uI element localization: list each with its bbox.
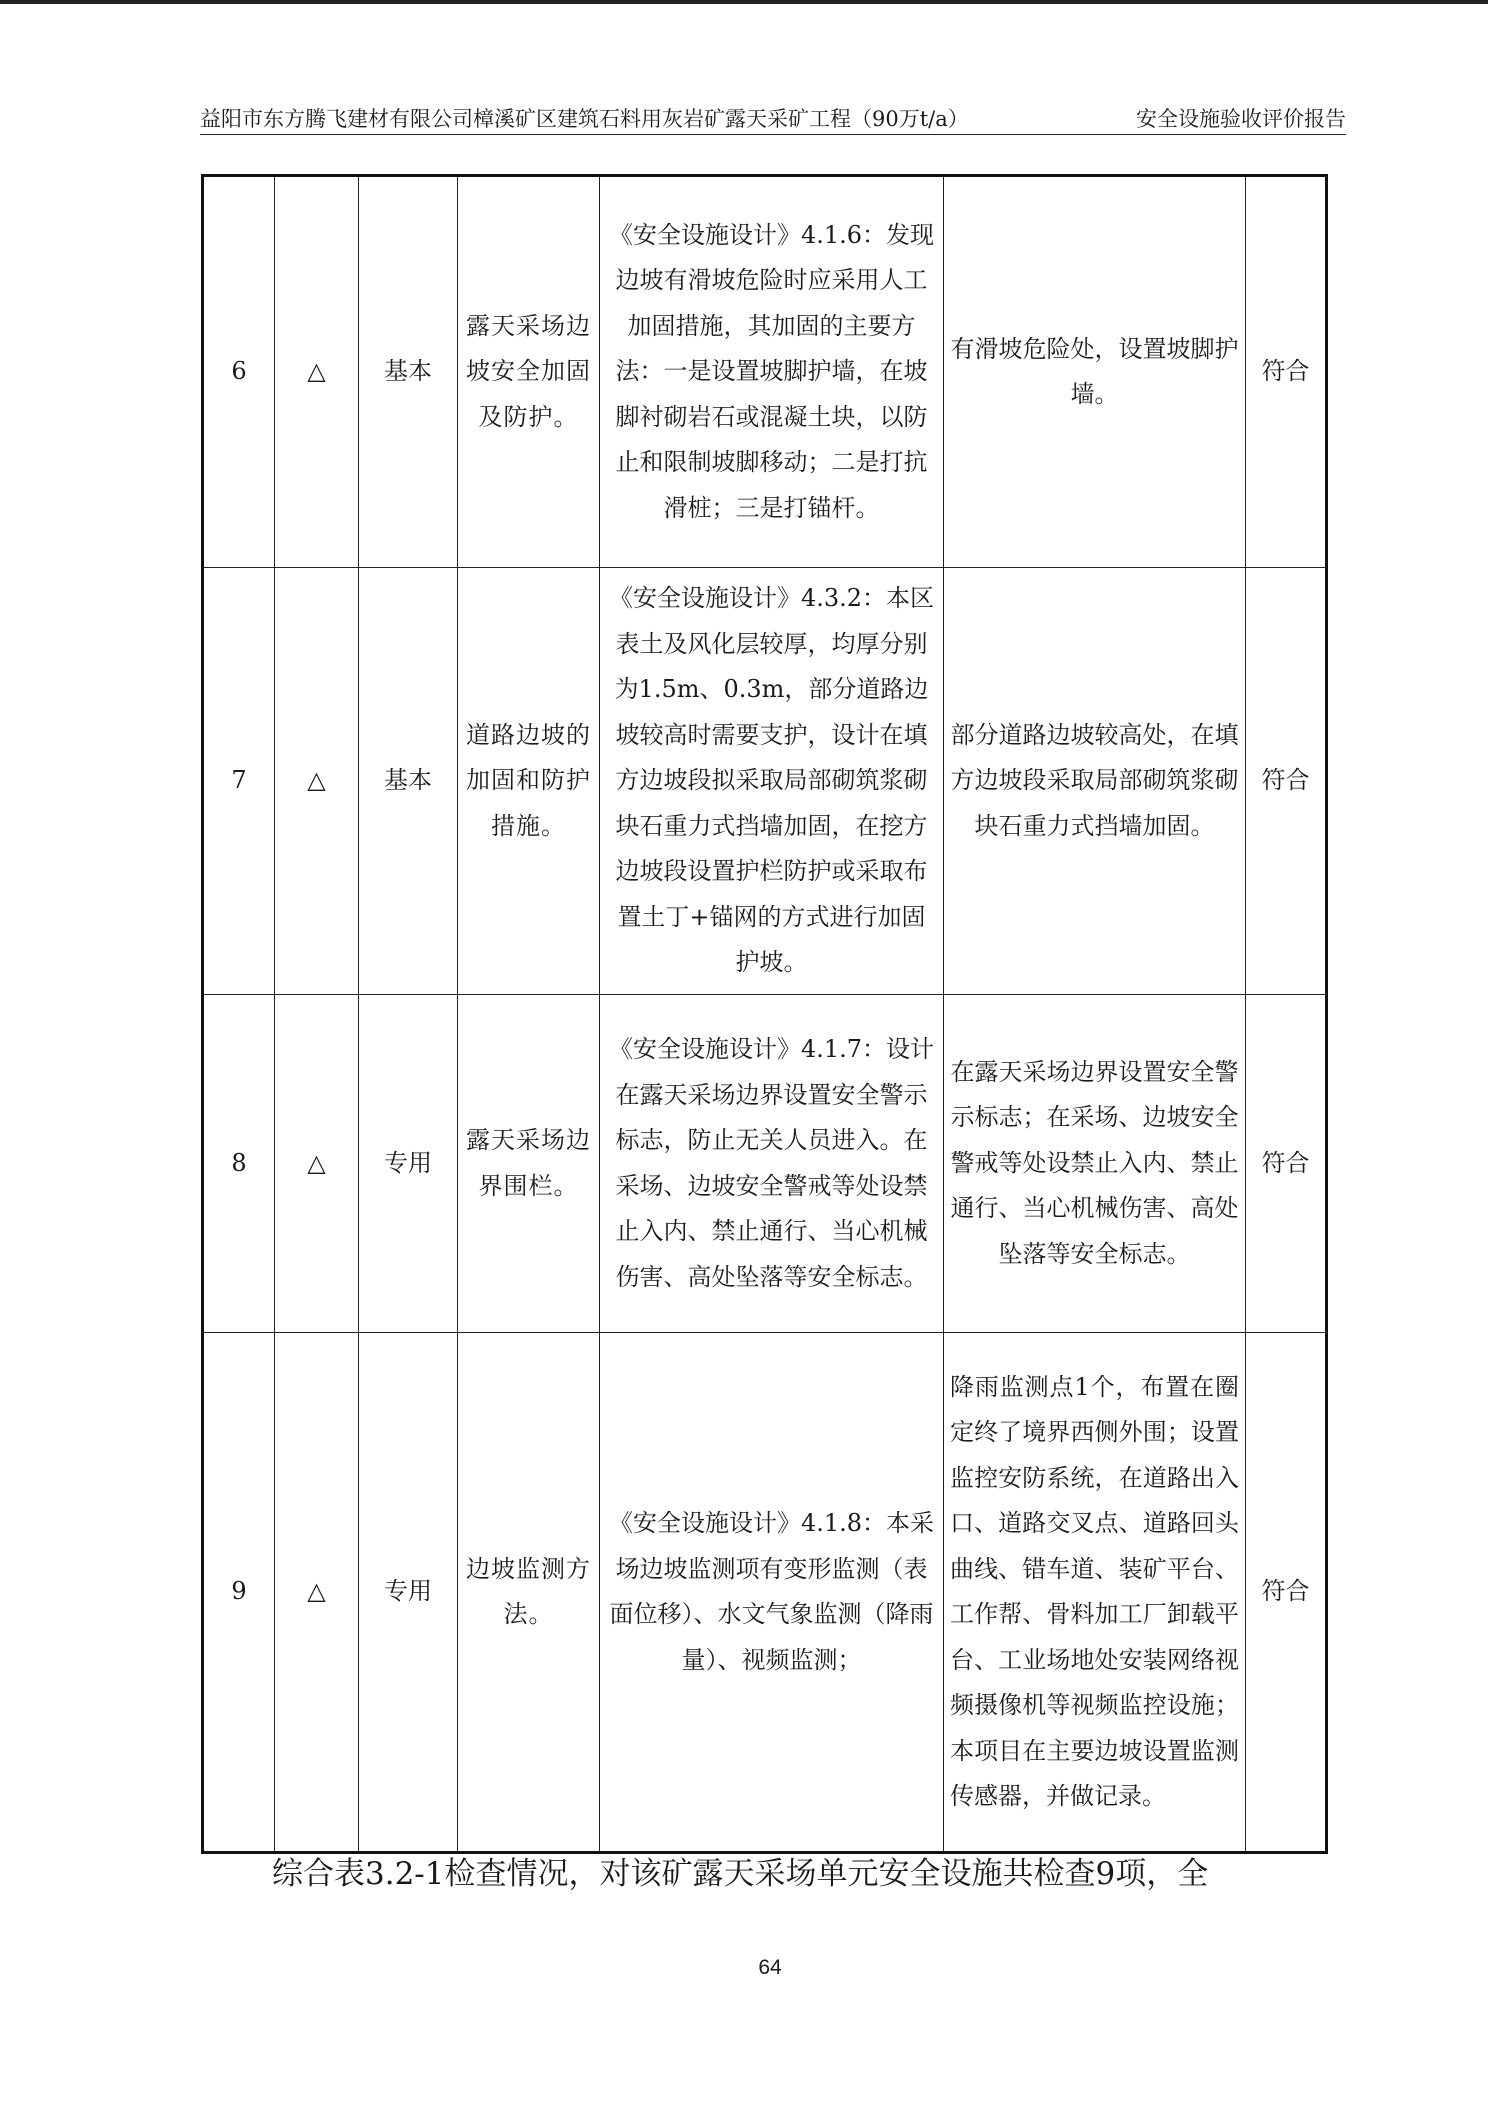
table-row [203,176,1327,568]
design-requirement: 《安全设施设计》4.1.7：设计在露天采场边界设置安全警示标志，防止无关人员进入。在采场、边坡安全警戒等处设禁止入内、禁止通行、当心机械伤害、高处坠落等安全标志。 [600,995,944,1333]
conformity-conclusion: 符合 [1246,568,1327,995]
row-number: 8 [203,995,275,1333]
facility-category: 露天采场边坡安全加固及防护。 [458,176,600,568]
conformity-conclusion: 符合 [1246,176,1327,568]
header-report-title: 安全设施验收评价报告 [1136,107,1346,131]
summary-paragraph: 综合表3.2-1检查情况，对该矿露天采场单元安全设施共检查9项，全 [272,1856,1209,1892]
facility-category: 道路边坡的加固和防护措施。 [458,568,600,995]
design-requirement: 《安全设施设计》4.1.6：发现边坡有滑坡危险时应采用人工加固措施，其加固的主要方法：一是设置坡脚护墙，在坡脚衬砌岩石或混凝土块，以防止和限制坡脚移动；二是打抗滑桩；三是打锚杆。 [600,176,944,568]
design-requirement: 《安全设施设计》4.3.2：本区表土及风化层较厚，均厚分别为1.5m、0.3m，部分道路边坡较高时需要支护，设计在填方边坡段拟采取局部砌筑浆砌块石重力式挡墙加固，在挖方边坡段设置护栏防护或采取布置土丁+锚网的方式进行加固护坡。 [600,568,944,995]
facility-category: 边坡监测方法。 [458,1333,600,1853]
page-header [200,104,1346,135]
triangle-icon: △ [275,995,359,1333]
table-row [203,1333,1327,1853]
row-number: 6 [203,176,275,568]
design-requirement: 《安全设施设计》4.1.8：本采场边坡监测项有变形监测（表面位移）、水文气象监测（降雨量）、视频监测； [600,1333,944,1853]
triangle-icon: △ [275,1333,359,1853]
page-top-border [0,0,1488,4]
conformity-conclusion: 符合 [1246,1333,1327,1853]
page-number: 64 [758,1956,782,1979]
table-row [203,568,1327,995]
inspection-result: 在露天采场边界设置安全警示标志；在采场、边坡安全警戒等处设禁止入内、禁止通行、当心机械伤害、高处坠落等安全标志。 [944,995,1246,1333]
facility-category: 露天采场边界围栏。 [458,995,600,1333]
header-project-title: 益阳市东方腾飞建材有限公司樟溪矿区建筑石料用灰岩矿露天采矿工程（90万t/a） [200,107,969,131]
inspection-result: 有滑坡危险处，设置坡脚护墙。 [944,176,1246,568]
row-number: 7 [203,568,275,995]
facility-type: 专用 [359,995,458,1333]
facility-type: 基本 [359,176,458,568]
inspection-result: 部分道路边坡较高处，在填方边坡段采取局部砌筑浆砌块石重力式挡墙加固。 [944,568,1246,995]
triangle-icon: △ [275,176,359,568]
facility-type: 专用 [359,1333,458,1853]
table-row [203,995,1327,1333]
conformity-conclusion: 符合 [1246,995,1327,1333]
triangle-icon: △ [275,568,359,995]
inspection-result: 降雨监测点1个，布置在圈定终了境界西侧外围；设置监控安防系统，在道路出入口、道路交叉点、道路回头曲线、错车道、装矿平台、工作帮、骨料加工厂卸载平台、工业场地处安装网络视频摄像机等视频监控设施；本项目在主要边坡设置监测传感器，并做记录。 [944,1333,1246,1853]
facility-type: 基本 [359,568,458,995]
safety-facility-check-table [201,174,1328,1854]
row-number: 9 [203,1333,275,1853]
